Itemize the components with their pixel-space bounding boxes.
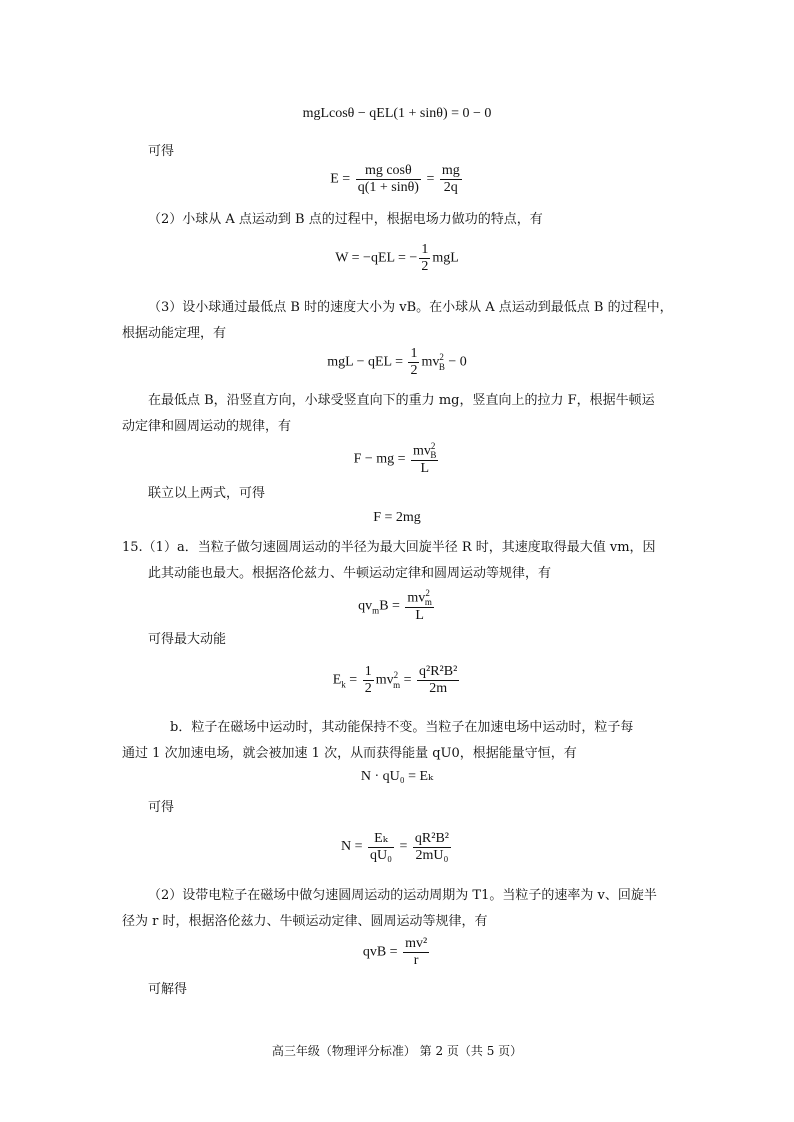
equation-newton-circular: F − mg = $\frac{mv^2_B}{L}$ — [353, 441, 437, 477]
text-q15-line1: 15.（1）a．当粒子做匀速圆周运动的半径为最大回旋半径 R 时，其速度取得最大值 vm，因 — [122, 540, 656, 555]
text-lowest-point-line2: 动定律和圆周运动的规律，有 — [122, 419, 292, 434]
text-part-3-line1: （3）设小球通过最低点 B 时的速度大小为 vB。在小球从 A 点运动到最低点 B 的过程中， — [148, 300, 673, 315]
equation-lorentz-general: qvB = $\frac{\text{mv²}}{r}$ — [362, 936, 428, 968]
page-footer: 高三年级（物理评分标准） 第 2 页（共 5 页） — [271, 1044, 523, 1058]
equation-field-strength: E = $\frac{\text{mg cosθ}}{q(1 + \sin\theta)}$ = $\frac{mg}{2q}$ — [330, 163, 460, 195]
text-kede-2: 可得 — [148, 800, 175, 815]
equation-kinetic-energy-theorem: mgL − qEL = $\frac{1}{2}$ $mv^2_B - 0$ — [327, 346, 467, 378]
text-combine: 联立以上两式，可得 — [148, 486, 266, 501]
equation-energy-balance: mgLcosθ − qEL(1 + sinθ) = 0 − 0 — [302, 106, 492, 121]
text-max-kinetic: 可得最大动能 — [148, 632, 227, 647]
text-part-b-line2: 通过 1 次加速电场，就会被加速 1 次，从而获得能量 qU0，根据能量守恒，有 — [122, 746, 577, 761]
equation-lorentz-max: $qv_mB$ = $\frac{mv^2_m}{L}$ — [358, 588, 432, 624]
text-part-2: （2）小球从 A 点运动到 B 点的过程中，根据电场力做功的特点，有 — [148, 212, 543, 227]
text-part-b-line1: b．粒子在磁场中运动时，其动能保持不变。当粒子在加速电场中运动时，粒子每 — [170, 720, 634, 735]
equation-max-kinetic-energy: $E_k$ = $\frac{1}{2}$ $mv^2_m$ = $\frac{\text{q²R²B²}}{2m}$ — [332, 664, 458, 696]
equation-work: W = −qEL = − $\frac{1}{2}$ mgL — [335, 242, 459, 274]
equation-number-of-accelerations: N = $\frac{\text{Eₖ}}{\text{qU₀}}$ = $\frac{\text{qR²B²}}{\text{2mU₀}}$ — [341, 830, 449, 863]
text-kede-1: 可得 — [148, 144, 175, 159]
text-part-2b-line1: （2）设带电粒子在磁场中做匀速圆周运动的运动周期为 T1。当粒子的速率为 v、回旋半 — [148, 888, 657, 903]
equation-energy-conservation: N · qU₀ = Eₖ — [360, 769, 434, 784]
text-part-2b-line2: 径为 r 时，根据洛伦兹力、牛顿运动定律、圆周运动等规律，有 — [122, 914, 488, 929]
text-solve: 可解得 — [148, 982, 188, 997]
equation-tension-result: F = 2mg — [373, 510, 421, 525]
text-lowest-point-line1: 在最低点 B，沿竖直方向，小球受竖直向下的重力 mg，竖直向上的拉力 F，根据牛顿运 — [148, 393, 655, 408]
text-part-3-line2: 根据动能定理，有 — [122, 326, 227, 341]
text-q15-line2: 此其动能也最大。根据洛伦兹力、牛顿运动定律和圆周运动等规律，有 — [148, 566, 552, 581]
